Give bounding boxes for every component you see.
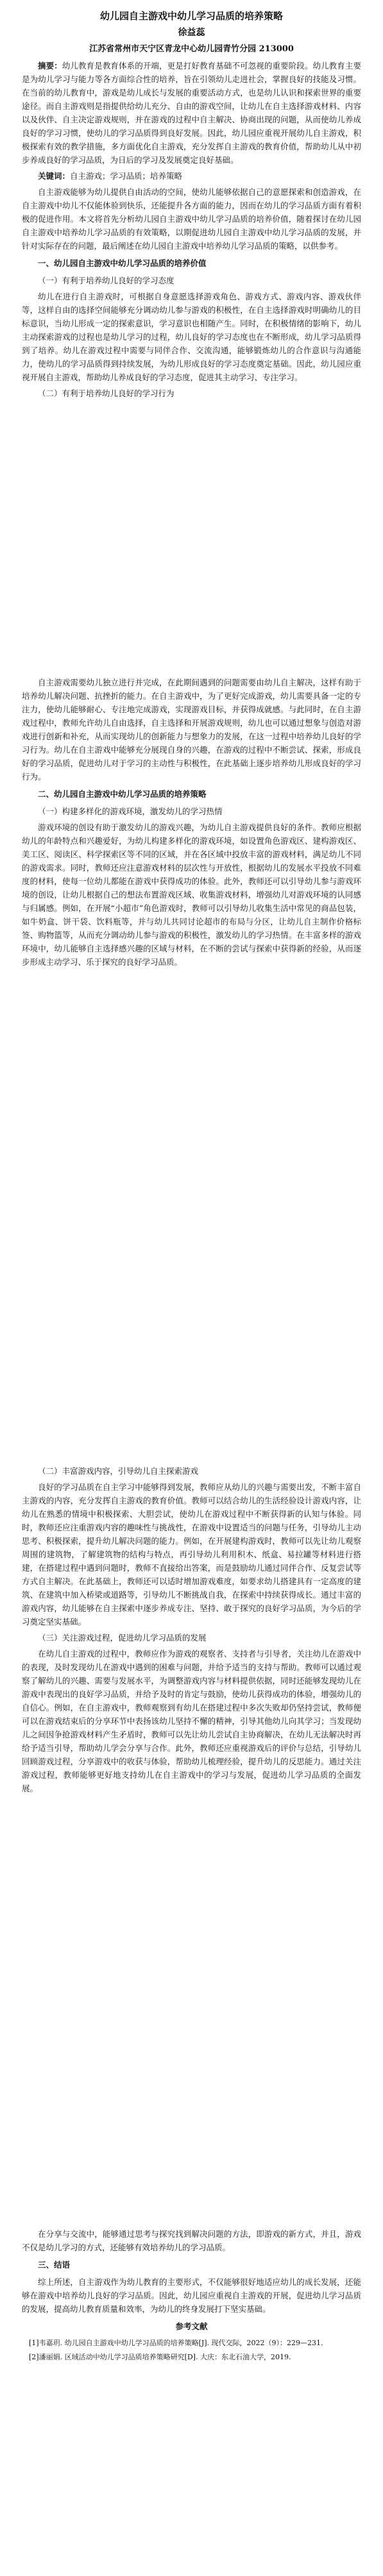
section-1-heading: 一、幼儿园自主游戏中幼儿学习品质的培养价值	[38, 258, 207, 268]
section-2-1-text: 游戏环境的创设有助于激发幼儿的游戏兴趣，为幼儿自主游戏提供良好的条件。教师应根据幼儿的年龄特点和兴趣爱好，为幼儿构建多样化的游戏环境，如设置角色游戏区、建构游戏区、美工区、阅读区、科学探索区等不同的区域，并在各区域中投放丰富的游戏材料，满足幼儿不同的游戏需求。同时，教师还应注意游戏材料的层次性与开放性，根据幼儿的发展水平投放不同难度的材料，使每一位幼儿都能在游戏中获得成功的体验。此外，教师还可以引导幼儿参与游戏环境的创设，让幼儿根据自己的想法布置游戏区域、收集游戏材料，增强幼儿对游戏环境的认同感与归属感。例如，在开展“小超市”角色游戏时，教师可以引导幼儿收集生活中常见的商品包装，如牛奶盒、饼干袋、饮料瓶等，并与幼儿共同讨论超市的布局与分区，让幼儿自主制作价格标签、购物篮等，从而充分调动幼儿参与游戏的积极性，激发幼儿的学习热情。在丰富多样的游戏环境中，幼儿能够自主选择感兴趣的区域与材料，在不断的尝试与探索中获得新的经验，从而逐步形成主动学习、乐于探究的良好学习品质。	[22, 823, 361, 967]
section-3-text: 综上所述，自主游戏作为幼儿教育的主要形式，不仅能够很好地适应幼儿的成长发展，还能够在游戏中培养幼儿良好的学习品质。因此，幼儿园应重视自主游戏的开展，促进幼儿学习品质的发展，提高幼儿教育质量和效率，为幼儿的终身发展打下坚实基础。	[22, 2277, 361, 2314]
document-header	[0, 5, 383, 403]
page-segment-3	[0, 1462, 383, 1798]
section-2-2-heading: （二）丰富游戏内容，引导幼儿自主探索游戏	[38, 1466, 199, 1476]
author-affiliation: 江苏省常州市天宁区青龙中心幼儿园青竹分园 213000	[89, 44, 294, 54]
abstract-text: 幼儿教育是教育体系的开端，更是打好教育基础不可忽视的重要阶段。幼儿教育主要是为幼儿学习与能力等各方面综合性的培养，旨在引领幼儿走进社会，掌握良好的技能及习惯。在当前的幼儿教育中，游戏是幼儿成长与发展的重要活动方式，也是幼儿认识和探索世界的重要途径。而自主游戏则是指提供给幼儿充分、自由的游戏空间，让幼儿在自主选择游戏材料、内容以及伙伴、自主决定游戏规则，并在游戏的过程中自主解决、协商出现的问题，从而使幼儿养成良好的学习习惯，使幼儿的学习品质得到良好发展。因此，幼儿园应重视开展幼儿自主游戏，积极探索有效的教学措施，多方面优化自主游戏，充分发挥自主游戏的教育价值，帮助幼儿从中初步养成良好的学习品质，为日后的学习及发展奠定良好基础。	[22, 61, 361, 165]
section-3-heading: 三、结语	[38, 2260, 71, 2270]
abstract	[22, 59, 361, 167]
section-1-2-text: 自主游戏需要幼儿独立进行并完成，在此期间遇到的问题需要由幼儿自主解决，这样有助于培养幼儿解决问题、抗挫折的能力。在自主游戏中，为了更好完成游戏，幼儿需要具备一定的专注力，使幼儿能够耐心、专注地完成游戏，实现游戏目标，并获得成就感。与此同时，在自主游戏过程中，教师允许幼儿自由选择，自主选择和开展游戏规则，幼儿也可以通过想象与创造对游戏进行创新和补充，从而实现幼儿的创新能力与想象力的发展，在这一过程中培养幼儿良好的学习行为。幼儿在自主游戏中能够充分展现自身的兴趣，在游戏的过程中不断尝试、探索，形成良好的学习品质，促进幼儿对于学习的主动性与积极性，在此基础上逐步培养幼儿形成良好的学习行为。	[22, 678, 361, 782]
reference-item: [1]韦嘉玥. 幼儿园自主游戏中幼儿学习品质的培养策略[J]. 现代交际，2022（9）：229—231.	[29, 2339, 323, 2347]
keywords-text: 自主游戏；学习品质；培养策略	[70, 171, 183, 181]
keywords-label: 关键词：	[38, 171, 71, 181]
section-2-1-heading: （一）构建多样化的游戏环境，激发幼儿的学习热情	[38, 807, 223, 816]
abstract-label: 摘要：	[38, 61, 62, 71]
section-1-1-heading: （一）有利于培养幼儿良好的学习态度	[38, 276, 174, 285]
section-2-2-text: 良好的学习品质在自主学习中能够得到发展，教师应从幼儿的兴趣与需要出发，不断丰富自主游戏的内容，充分发挥自主游戏的教育价值。教师可以结合幼儿的生活经验设计游戏内容，让幼儿在熟悉的情境中积极探索、大胆尝试，使幼儿在游戏过程中不断获得新的认知与体验。同时，教师还应注重游戏内容的趣味性与挑战性，在游戏中设置适当的问题与任务，引导幼儿主动思考、积极探索，提升幼儿解决问题的能力。例如，在开展建构游戏时，教师可以先让幼儿观察周围的建筑物，了解建筑物的结构与特点，再引导幼儿利用积木、纸盒、易拉罐等材料进行搭建，在搭建过程中遇到问题时，教师不直接给出答案，而是鼓励幼儿通过同伴合作、反复尝试等方式自主解决。在此基础上，教师还可以适时增加游戏难度，如要求幼儿搭建具有一定高度的建筑、在建筑中加入桥梁或道路等，引导幼儿不断挑战自我，在探索中持续获得成长。通过丰富的游戏内容，幼儿能够在自主探索中逐步养成专注、坚持、敢于探究的良好学习品质，为今后的学习奠定坚实基础。	[22, 1482, 361, 1627]
section-2-3-text: 在幼儿自主游戏的过程中，教师应作为游戏的观察者、支持者与引导者，关注幼儿在游戏中的表现，及时发现幼儿在游戏中遇到的困难与问题，并给予适当的支持与帮助。教师可以通过观察了解幼儿的兴趣、需要与发展水平，为调整游戏内容与材料提供依据，同时还能够发现幼儿在游戏中表现出的良好学习品质，并给予及时的肯定与鼓励，使幼儿获得成功的体验，增强幼儿的自信心。例如，在自主游戏中，教师观察到有幼儿在搭建过程中多次失败却仍坚持尝试，教师便可以在游戏结束后的分享环节中表扬该幼儿坚持不懈的精神，引导其他幼儿向其学习；当发现幼儿之间因争抢游戏材料产生矛盾时，教师可以先让幼儿尝试自主协商解决，在幼儿无法解决时再给予适当引导，帮助幼儿学会分享与合作。此外，教师还应重视游戏后的评价与总结，引导幼儿回顾游戏过程，分享游戏中的收获与体验，帮助幼儿梳理经验，提升幼儿的反思能力。通过关注游戏过程，教师能够更好地支持幼儿在自主游戏中的学习与发展，促进幼儿学习品质的全面发展。	[22, 1649, 361, 1793]
section-1-2-heading: （二）有利于培养幼儿良好的学习行为	[38, 389, 174, 398]
reference-item: [2]潘丽娟. 区域活动中幼儿学习品质培养策略研究[D]. 大庆：东北石油大学，2019.	[29, 2353, 291, 2361]
author-name: 徐益蕊	[178, 28, 205, 38]
references-title: 参考文献	[175, 2321, 208, 2331]
section-2-continuation: 在分享与交流中，能够通过思考与探究找到解决问题的方法，即游戏的新方式，并且，游戏不仅是幼儿学习的方式，还能够有效培养幼儿的学习品质。	[22, 2229, 361, 2252]
section-2-3-heading: （三）关注游戏过程，促进幼儿学习品质的发展	[38, 1633, 207, 1643]
page-segment-2	[0, 673, 383, 971]
section-1-1-text: 幼儿在进行自主游戏时，可根据自身意愿选择游戏角色、游戏方式、游戏内容、游戏伙伴等，这样自由的选择空间能够充分调动幼儿参与游戏的积极性，在自主选择游戏时明确幼儿的目标意识，当幼儿形成一定的探索意识，学习意识也相随产生。同时，在积极情绪的影响下，幼儿主动探索游戏的过程也是幼儿学习的过程，幼儿良好的学习态度也在不断形成，幼儿学习品质得到了培养。幼儿在游戏过程中需要与同伴合作、交流沟通，能够锻炼幼儿的合作意识与沟通能力，使幼儿的学习品质得到持续发展，为幼儿形成良好的学习态度奠定基础。因此，幼儿园应重视开展自主游戏，帮助幼儿养成良好的学习态度，促进其主动学习、专注学习。	[22, 292, 361, 382]
page-segment-4	[0, 2225, 383, 2365]
section-2-heading: 二、幼儿园自主游戏中幼儿学习品质的培养策略	[38, 789, 207, 799]
intro-paragraph: 自主游戏能够为幼儿提供自由活动的空间，使幼儿能够依据自己的意愿探索和创造游戏，在自主游戏中幼儿不仅能体验到快乐，还能提升各方面的能力，因而在幼儿的学习品质方面有着积极的促进作用。本文将首先分析幼儿园自主游戏中幼儿学习品质的培养价值，随着探讨在幼儿园自主游戏中培养幼儿学习品质的有效策略，以期促进幼儿园自主游戏中幼儿学习品质的发展，并针对实际存在的问题，最后阐述在幼儿园自主游戏中培养幼儿学习品质的策略，以供参考。	[22, 187, 361, 251]
keywords	[22, 169, 361, 183]
document-title: 幼儿园自主游戏中幼儿学习品质的培养策略	[99, 10, 283, 22]
